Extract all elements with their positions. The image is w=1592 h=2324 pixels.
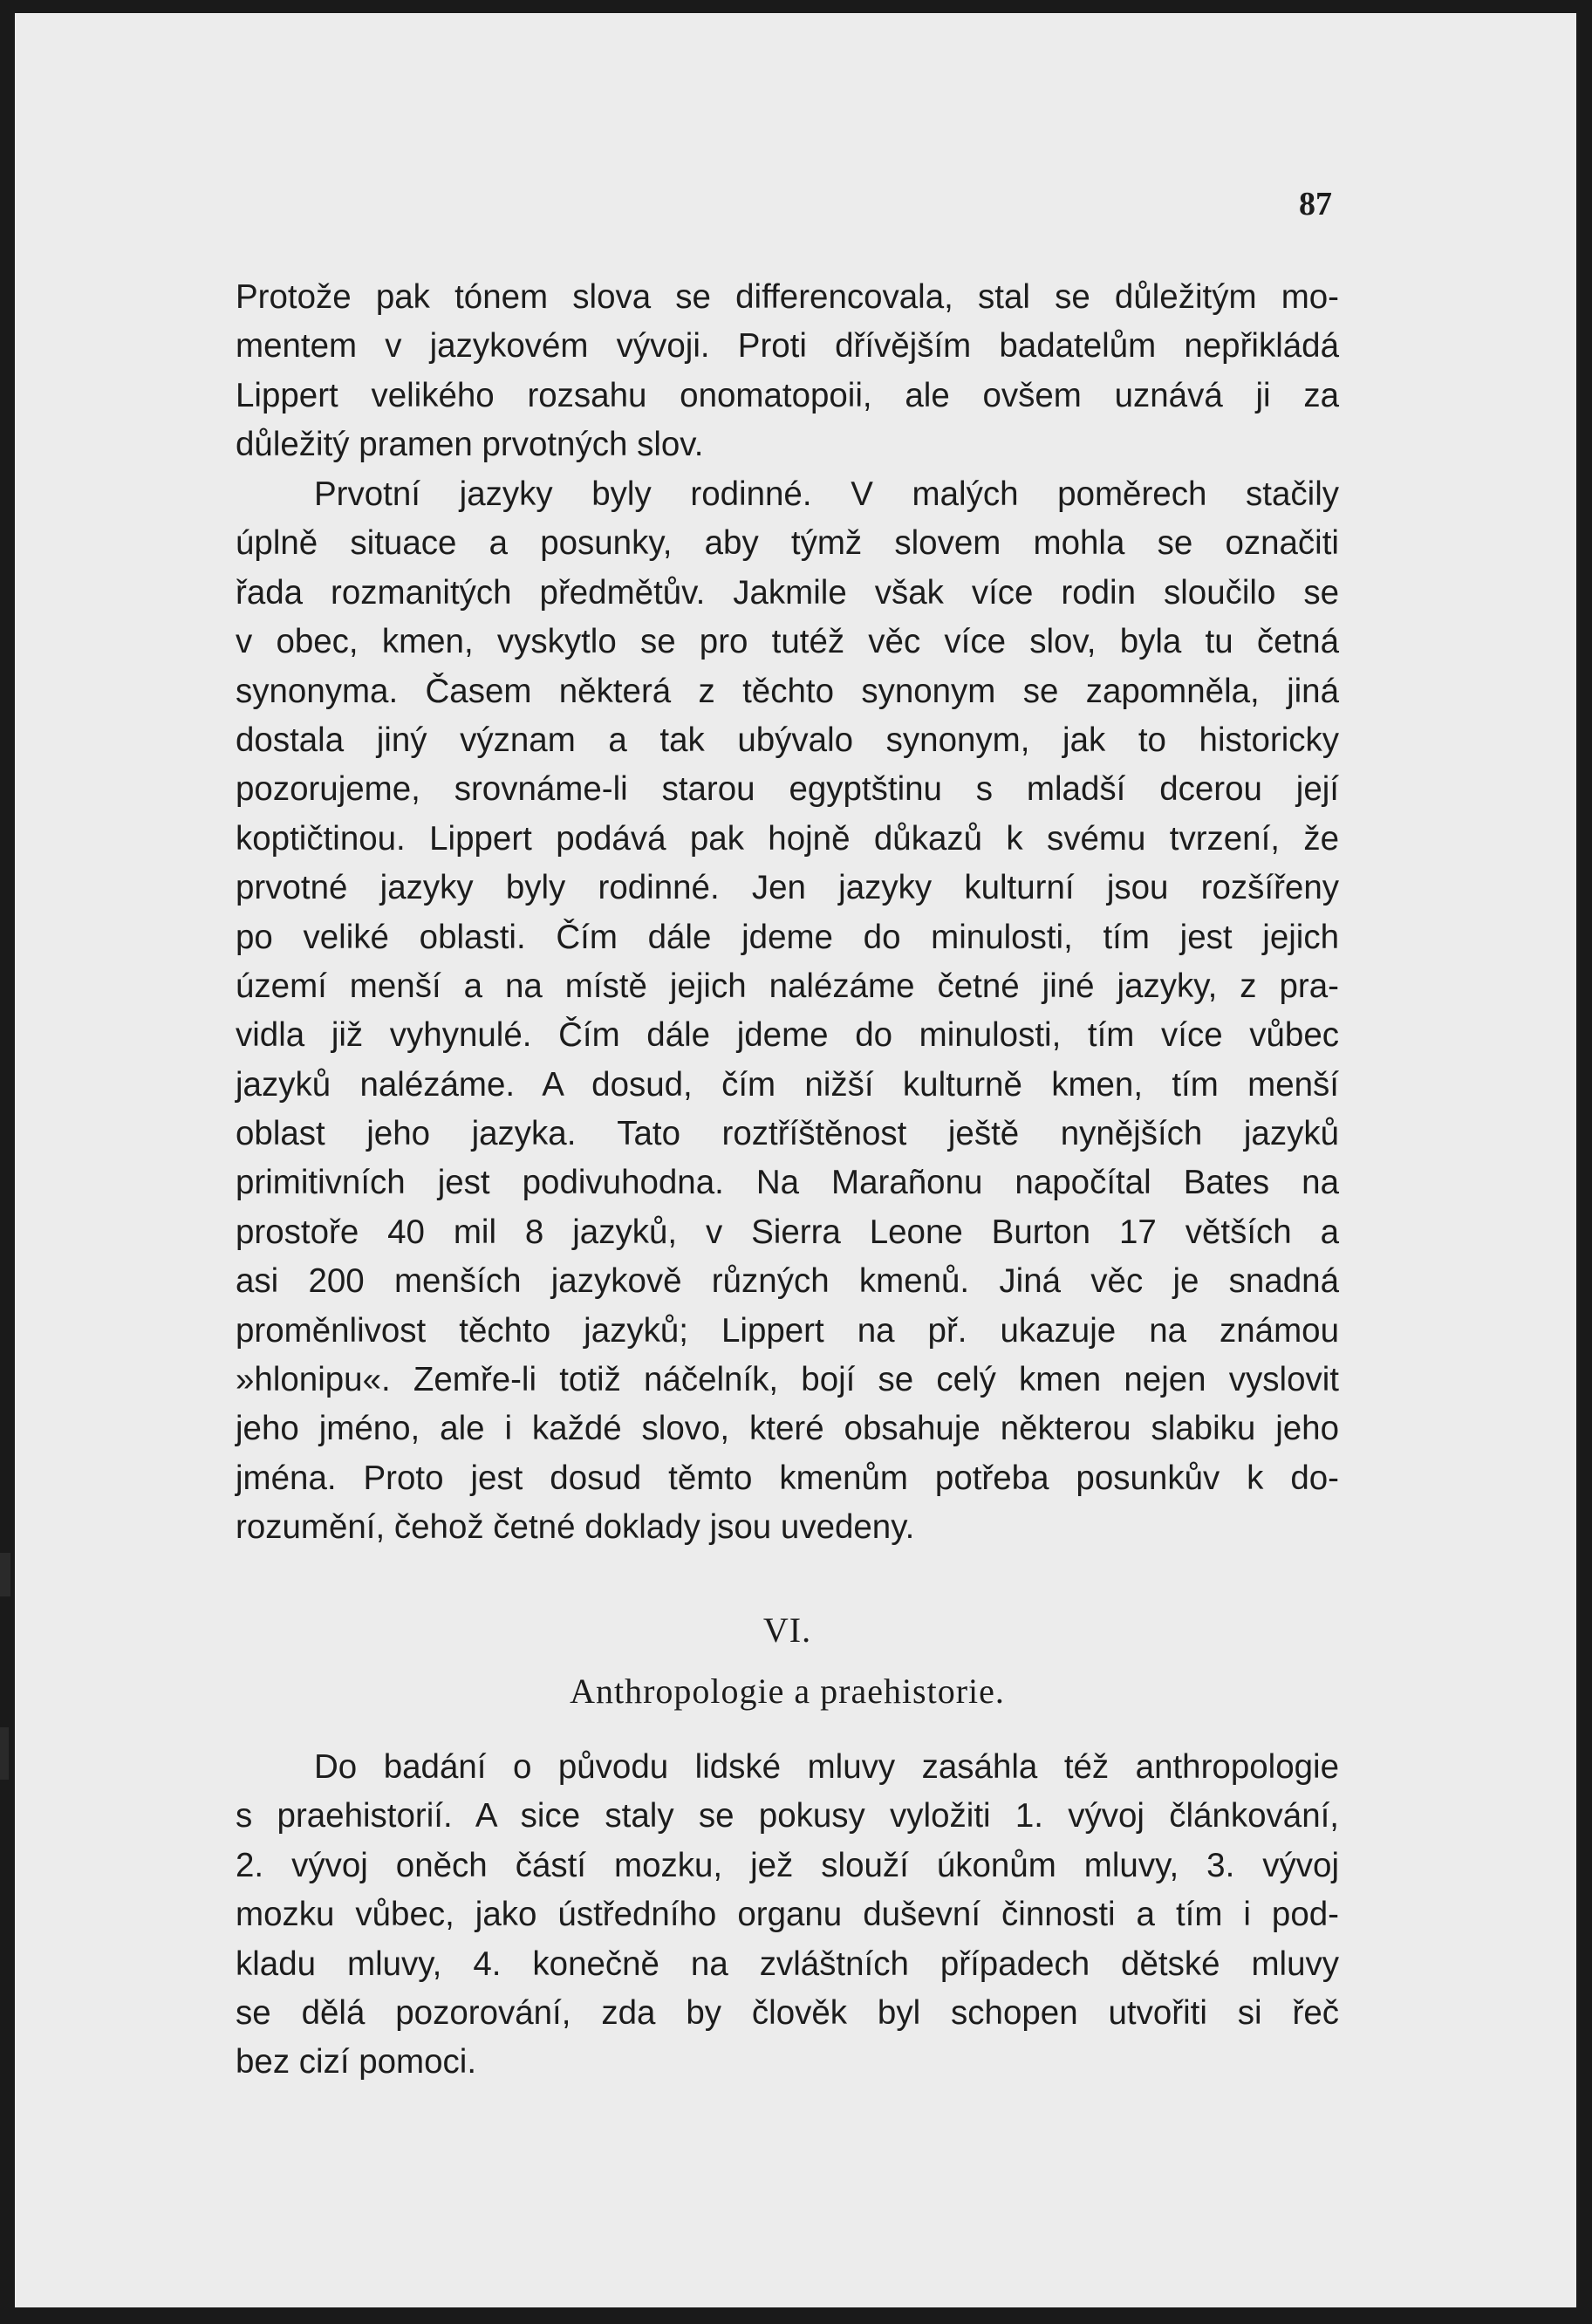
text-line: dostala jiný význam a tak ubývalo synonym, jak to historicky bbox=[236, 721, 1339, 759]
text-line: vidla již vyhynulé. Čím dále jdeme do minulosti, tím více vůbec bbox=[236, 1016, 1339, 1055]
book-page bbox=[15, 13, 1576, 2307]
paragraph-2 bbox=[236, 470, 1339, 1553]
text-line: 2. vývoj oněch částí mozku, jež slouží úkonům mluvy, 3. vývoj bbox=[236, 1846, 1339, 1884]
text-line: se dělá pozorování, zda by člověk byl schopen utvořiti si řeč bbox=[236, 1993, 1339, 2032]
text-line: bez cizí pomoci. bbox=[236, 2043, 477, 2081]
text-line: řada rozmanitých předmětův. Jakmile však více rodin sloučilo se bbox=[236, 573, 1339, 612]
text-line: území menší a na místě jejich nalézáme četné jiné jazyky, z pra- bbox=[236, 967, 1339, 1005]
text-line: prostoře 40 mil 8 jazyků, v Sierra Leone Burton 17 větších a bbox=[236, 1213, 1339, 1251]
text-line: úplně situace a posunky, aby týmž slovem mohla se označiti bbox=[236, 524, 1339, 563]
text-line: Lippert velikého rozsahu onomatopoii, ale ovšem uznává ji za bbox=[236, 376, 1339, 414]
scan-mark bbox=[0, 1553, 10, 1596]
text-line: po veliké oblasti. Čím dále jdeme do minulosti, tím jest jejich bbox=[236, 918, 1339, 956]
text-line: pozorujeme, srovnáme-li starou egyptštinu s mladší dcerou její bbox=[236, 770, 1339, 809]
paragraph-1 bbox=[236, 273, 1339, 470]
text-line: Prvotní jazyky byly rodinné. V malých poměrech stačily bbox=[314, 475, 1339, 513]
section-title: Anthropologie a praehistorie. bbox=[570, 1671, 1005, 1711]
text-line: rozumění, čehož četné doklady jsou uvedeny. bbox=[236, 1508, 915, 1547]
page-number: 87 bbox=[1299, 186, 1332, 222]
text-line: oblast jeho jazyka. Tato roztříštěnost ještě nynějších jazyků bbox=[236, 1115, 1339, 1153]
text-line: »hlonipu«. Zemře-li totiž náčelník, bojí se celý kmen nejen vyslovit bbox=[236, 1361, 1339, 1399]
text-line: důležitý pramen prvotných slov. bbox=[236, 426, 704, 464]
text-line: Do badání o původu lidské mluvy zasáhla též anthropologie bbox=[314, 1748, 1339, 1786]
text-line: mozku vůbec, jako ústředního organu duševní činnosti a tím i pod- bbox=[236, 1896, 1339, 1934]
scan-mark bbox=[0, 1727, 9, 1780]
text-line: primitivních jest podivuhodna. Na Marañonu napočítal Bates na bbox=[236, 1164, 1339, 1202]
text-line: jeho jméno, ale i každé slovo, které obsahuje některou slabiku jeho bbox=[236, 1410, 1339, 1448]
text-line: koptičtinou. Lippert podává pak hojně důkazů k svému tvrzení, že bbox=[236, 819, 1339, 858]
text-line: s praehistorií. A sice staly se pokusy vyložiti 1. vývoj článkování, bbox=[236, 1797, 1339, 1835]
text-line: synonyma. Časem některá z těchto synonym se zapomněla, jiná bbox=[236, 672, 1339, 710]
section-numeral: VI. bbox=[762, 1610, 812, 1650]
text-line: prvotné jazyky byly rodinné. Jen jazyky kulturní jsou rozšířeny bbox=[236, 869, 1339, 907]
text-line: jazyků nalézáme. A dosud, čím nižší kulturně kmen, tím menší bbox=[236, 1065, 1339, 1104]
text-line: v obec, kmen, vyskytlo se pro tutéž věc více slov, byla tu četná bbox=[236, 623, 1339, 661]
text-line: asi 200 menších jazykově různých kmenů. Jiná věc je snadná bbox=[236, 1262, 1339, 1301]
text-line: jména. Proto jest dosud těmto kmenům potřeba posunkův k do- bbox=[236, 1459, 1339, 1497]
text-line: mentem v jazykovém vývoji. Proti dřívějším badatelům nepřikládá bbox=[236, 327, 1339, 366]
paragraph-3 bbox=[236, 1743, 1339, 2088]
text-line: kladu mluvy, 4. konečně na zvláštních případech dětské mluvy bbox=[236, 1945, 1339, 1983]
text-line: Protože pak tónem slova se differencovala, stal se důležitým mo- bbox=[236, 278, 1339, 316]
text-line: proměnlivost těchto jazyků; Lippert na př. ukazuje na známou bbox=[236, 1311, 1339, 1350]
